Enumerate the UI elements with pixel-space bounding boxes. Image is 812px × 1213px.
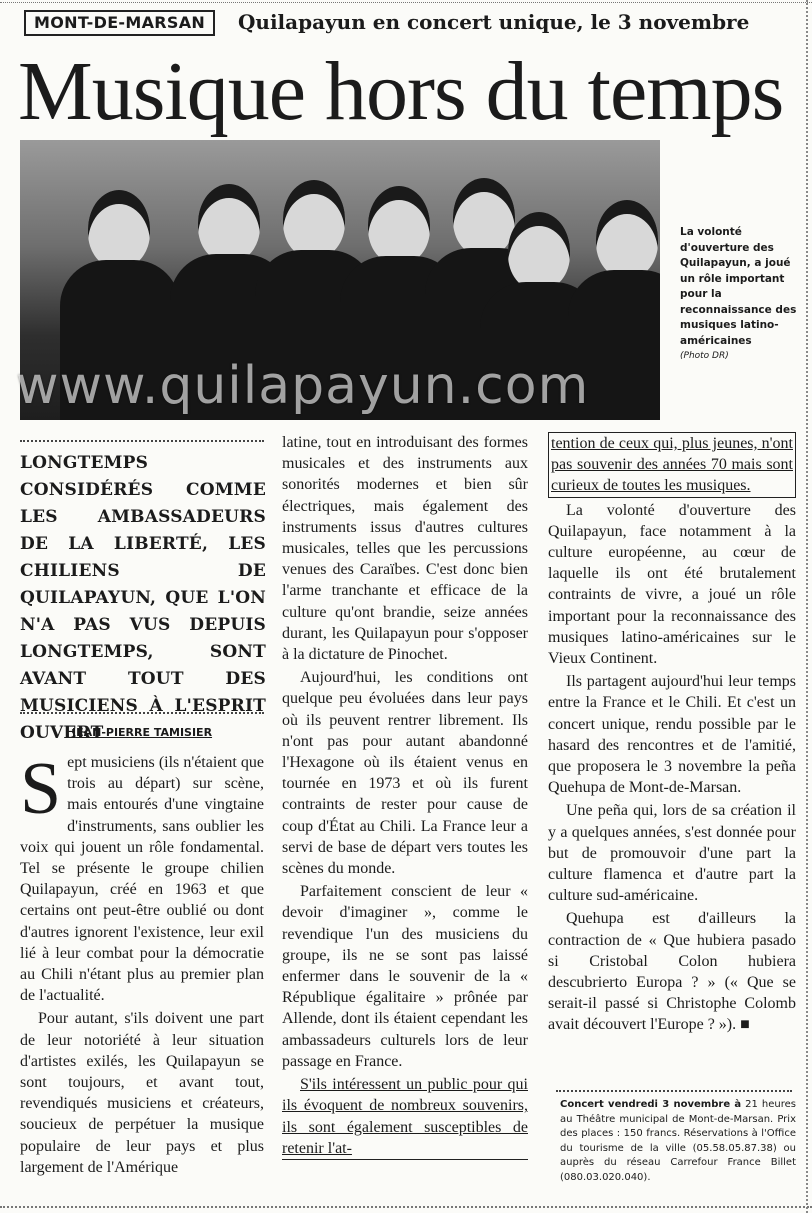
article-column-1 [20,748,264,1180]
paragraph: latine, tout en introduisant des formes musicales et des instruments aux sonorités modernes et bien sûr électriques, mais également des instruments issus d'autres cultures musicales, telles que les percussions venues des Caraïbes. C'est donc bien l'arme tranchante et efficace de la culture qu'ont brandie, seize années durant, les Quilapayun pour s'opposer à la dictature de Pinochet. [282,434,528,664]
divider [20,440,264,442]
photo-credit: (Photo DR) [680,351,729,361]
paragraph: Quehupa est d'ailleurs la contraction de « Que hubiera pasado si Cristobal Colon hubiera descubrierto Europa ? » (« Que se serait-il passé si Christophe Colomb avait découvert l'Europe ? »). ■ [548,910,796,1034]
divider [20,712,264,714]
kicker: Quilapayun en concert unique, le 3 novembre [238,10,750,34]
paragraph: Parfaitement conscient de leur « devoir d'imaginer », comme le revendique l'un des musiciens du groupe, ils ne se sont pas laissé enfermer dans le souvenir de la « République égalitaire » prônée par Allende, dont ils étaient cependant les ambassadeurs culturels lors de leur passage en France. [282,883,528,1070]
paragraph: Pour autant, s'ils doivent une part de leur notoriété à leur situation d'artistes exilés, les Quilapayun se sont toujours, et avant tout, revendiqués musiciens et créateurs, soucieux de perpétuer la musique populaire de leur pays et plus largement de l'Amérique [20,1010,264,1176]
paragraph: Sept musiciens (ils n'étaient que trois au départ) sur scène, mais entourés d'une vingtaine d'instruments, sans oublier les voix qui jouent un rôle fondamental. Tel se présente le groupe chilien Quilapayun, créé en 1963 et que certains ont peut-être oublié ou dont d'autres ignorent l'existence, leur exil lié à leur combat pour la démocratie au Chili n'étant plus au premier plan de l'actualité. [20,748,264,1005]
article-column-2 [282,432,528,1162]
bottom-rule [0,1206,812,1208]
chapo: LONGTEMPS CONSIDÉRÉS COMME LES AMBASSADEURS DE LA LIBERTÉ, LES CHILIENS DE QUILAPAYUN, QUE L'ON N'A PAS VUS DEPUIS LONGTEMPS, SONT AVANT TOUT DES MUSICIENS À L'ESPRIT OUVERT [20,453,266,743]
paragraph-highlighted: S'ils intéressent un public pour qui ils évoquent de nombreux souvenirs, ils sont également susceptibles de retenir l'at- [282,1074,528,1160]
practical-info [560,1098,796,1185]
watermark-text: www.quilapayun.com [16,356,590,416]
drop-cap: S [20,748,62,830]
caption-text: La volonté d'ouverture des Quilapayun, a joué un rôle important pour la reconnaissance des musiques latino-américaines [680,226,797,347]
info-lead: Concert vendredi 3 novembre à [560,1099,742,1110]
section-label: MONT-DE-MARSAN [24,10,215,36]
paragraph: Ils partagent aujourd'hui leur temps entre la France et le Chili. Et c'est un concert unique, rendu possible par le hasard des rencontres et de l'amitié, que proposera le 3 novembre la peña Quehupa de Mont-de-Marsan. [548,673,796,797]
article-column-3 [548,432,796,1038]
info-text: 21 heures au Théâtre municipal de Mont-de-Marsan. Prix des places : 150 francs. Réservations à l'Office du tourisme de la ville (05.58.05.87.38) ou auprès du réseau Carrefour France Billet (080.03.020.040). [560,1099,796,1183]
paragraph: Une peña qui, lors de sa création il y a quelques années, s'est donnée pour but de promouvoir d'une part la culture flamenca et d'autre part la culture sud-américaine. [548,802,796,905]
paragraph-highlighted: tention de ceux qui, plus jeunes, n'ont pas souvenir des années 70 mais sont curieux de toutes les musiques. [548,432,796,498]
byline: JEAN-PIERRE TAMISIER [72,726,213,739]
headline: Musique hors du temps [18,45,784,138]
paragraph: Aujourd'hui, les conditions ont quelque peu évoluées dans leur pays où ils peuvent rentrer librement. Ils n'ont pas pour autant abandonné l'Hexagone où ils étaient venus en tournée en 1973 et où ils furent contraints de rester pour cause de coup d'État au Chili. La France leur a servi de base de départ vers toutes les scènes du monde. [282,669,528,878]
divider [556,1090,792,1092]
photo-caption [680,225,798,365]
paragraph: La volonté d'ouverture des Quilapayun, face notamment à la culture européenne, au cœur de laquelle ils ont été brutalement contraints de vivre, a joué un rôle important pour la reconnaissance des musiques latino-américaines sur le Vieux Continent. [548,501,796,668]
right-rule [806,0,808,1213]
top-rule [0,2,812,3]
